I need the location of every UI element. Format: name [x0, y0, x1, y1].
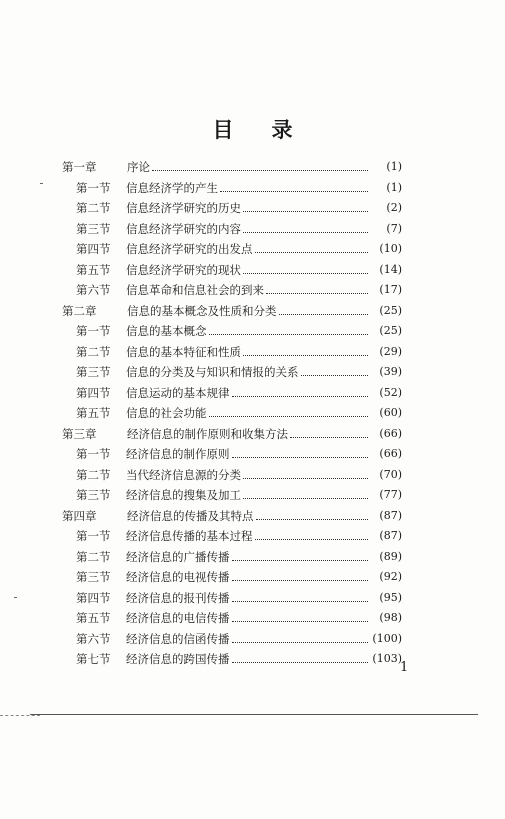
toc-chapter-entry: [62, 156, 402, 174]
entry-page: (60): [379, 406, 402, 419]
title-char-1: 目: [212, 118, 234, 142]
entry-number: 第一节: [76, 324, 111, 338]
entry-title: 信息经济学研究的出发点: [126, 242, 253, 256]
entry-number: 第四节: [76, 590, 111, 605]
entry-page: (14): [379, 262, 402, 276]
entry-number: 第一节: [76, 529, 111, 543]
toc-chapter-entry: [62, 300, 402, 318]
dot-leader: [243, 354, 368, 356]
dot-leader: [279, 313, 369, 315]
entry-number: 第五节: [76, 262, 111, 277]
entry-page: (1): [386, 160, 402, 173]
toc-section-entry: [76, 443, 402, 461]
entry-title: 当代经济信息源的分类: [126, 467, 241, 482]
dot-leader: [232, 579, 369, 581]
entry-title: 经济信息传播的基本过程: [126, 529, 253, 543]
dot-leader: [232, 559, 369, 561]
entry-number: 第二章: [62, 303, 97, 318]
entry-number: 第三节: [76, 365, 111, 379]
entry-page: (39): [379, 365, 402, 378]
toc-section-entry: [76, 648, 402, 666]
toc-section-entry: [76, 382, 402, 400]
entry-number: 第二节: [76, 201, 111, 215]
entry-page: (70): [379, 467, 402, 481]
entry-page: (66): [379, 447, 402, 460]
entry-title: 信息革命和信息社会的到来: [126, 283, 264, 297]
entry-number: 第三节: [76, 221, 111, 236]
page-title: [0, 114, 505, 144]
bottom-rule: [30, 714, 478, 715]
bottom-rule-left: [0, 715, 40, 716]
entry-page: (25): [379, 303, 402, 317]
dot-leader: [232, 600, 369, 602]
dot-leader: [255, 251, 369, 253]
dot-leader: [243, 272, 368, 274]
dot-leader: [232, 641, 369, 643]
entry-number: 第二节: [76, 549, 111, 564]
entry-title: 信息的基本特征和性质: [126, 344, 241, 359]
entry-number: 第五节: [76, 406, 111, 420]
dot-leader: [290, 436, 368, 438]
toc-section-entry: [76, 259, 402, 277]
scan-speck: [14, 597, 17, 598]
entry-page: (95): [379, 590, 402, 604]
entry-page: (1): [386, 180, 402, 194]
entry-number: 第三节: [76, 488, 111, 502]
entry-number: 第三节: [76, 570, 111, 584]
entry-title: 信息运动的基本规律: [126, 385, 230, 400]
toc-chapter-entry: [62, 505, 402, 523]
entry-page: (2): [386, 201, 402, 214]
toc-section-entry: [76, 628, 402, 646]
entry-page: (7): [386, 221, 402, 235]
entry-number: 第五节: [76, 611, 111, 625]
toc-section-entry: [76, 546, 402, 564]
dot-leader: [243, 477, 368, 479]
entry-page: (25): [379, 324, 402, 337]
entry-title: 信息的社会功能: [126, 406, 207, 420]
toc-section-entry: [76, 607, 402, 625]
entry-title: 信息经济学研究的现状: [126, 262, 241, 277]
toc-chapter-entry: [62, 423, 402, 441]
dot-leader: [243, 210, 368, 212]
entry-page: (87): [379, 529, 402, 542]
dot-leader: [232, 395, 369, 397]
entry-page: (100): [372, 631, 402, 645]
entry-number: 第二节: [76, 344, 111, 359]
dot-leader: [220, 190, 368, 192]
entry-title: 经济信息的电视传播: [126, 570, 230, 584]
dot-leader: [232, 456, 369, 458]
entry-title: 经济信息的制作原则: [126, 447, 230, 461]
entry-title: 序论: [127, 160, 150, 174]
entry-number: 第四章: [62, 508, 97, 523]
dot-leader: [232, 620, 369, 622]
toc-section-entry: [76, 464, 402, 482]
entry-page: (92): [379, 570, 402, 583]
dot-leader: [209, 333, 369, 335]
entry-page: (89): [379, 549, 402, 563]
entry-title: 信息的分类及与知识和情报的关系: [126, 365, 299, 379]
entry-title: 信息经济学研究的内容: [126, 221, 241, 236]
toc-section-entry: [76, 402, 402, 420]
page-number: 1: [400, 660, 409, 675]
toc-section-entry: [76, 279, 402, 297]
dot-leader: [266, 292, 368, 294]
entry-title: 经济信息的传播及其特点: [127, 508, 254, 523]
title-char-2: 录: [271, 118, 293, 142]
entry-title: 经济信息的电信传播: [126, 611, 230, 625]
entry-number: 第一节: [76, 447, 111, 461]
dot-leader: [152, 169, 368, 171]
entry-title: 经济信息的制作原则和收集方法: [127, 426, 288, 441]
entry-title: 信息经济学研究的历史: [126, 201, 241, 215]
entry-page: (77): [379, 488, 402, 501]
entry-title: 信息的基本概念及性质和分类: [127, 303, 277, 318]
toc-section-entry: [76, 238, 402, 256]
entry-number: 第六节: [76, 283, 111, 297]
entry-title: 经济信息的广播传播: [126, 549, 230, 564]
toc-section-entry: [76, 218, 402, 236]
dot-leader: [256, 518, 369, 520]
toc-section-entry: [76, 484, 402, 502]
toc-section-entry: [76, 197, 402, 215]
entry-title: 经济信息的信函传播: [126, 631, 230, 646]
entry-number: 第一节: [76, 180, 111, 195]
entry-number: 第二节: [76, 467, 111, 482]
entry-title: 经济信息的报刊传播: [126, 590, 230, 605]
entry-number: 第一章: [62, 160, 97, 174]
entry-page: (10): [379, 242, 402, 255]
toc-section-entry: [76, 566, 402, 584]
dot-leader: [232, 661, 369, 663]
toc-section-entry: [76, 361, 402, 379]
entry-title: 信息经济学的产生: [126, 180, 218, 195]
entry-page: (98): [379, 611, 402, 624]
entry-page: (103): [372, 652, 402, 665]
entry-page: (87): [379, 508, 402, 522]
toc-section-entry: [76, 587, 402, 605]
dot-leader: [209, 415, 369, 417]
entry-number: 第六节: [76, 631, 111, 646]
toc-section-entry: [76, 177, 402, 195]
entry-title: 经济信息的跨国传播: [126, 652, 230, 666]
dot-leader: [243, 497, 368, 499]
entry-page: (66): [379, 426, 402, 440]
dot-leader: [255, 538, 369, 540]
scan-speck: [40, 183, 43, 184]
entry-title: 信息的基本概念: [126, 324, 207, 338]
entry-page: (29): [379, 344, 402, 358]
toc-section-entry: [76, 320, 402, 338]
toc-section-entry: [76, 525, 402, 543]
entry-title: 经济信息的搜集及加工: [126, 488, 241, 502]
entry-number: 第七节: [76, 652, 111, 666]
entry-number: 第三章: [62, 426, 97, 441]
entry-number: 第四节: [76, 242, 111, 256]
entry-number: 第四节: [76, 385, 111, 400]
entry-page: (17): [379, 283, 402, 296]
toc-section-entry: [76, 341, 402, 359]
dot-leader: [301, 374, 369, 376]
entry-page: (52): [379, 385, 402, 399]
dot-leader: [243, 231, 368, 233]
